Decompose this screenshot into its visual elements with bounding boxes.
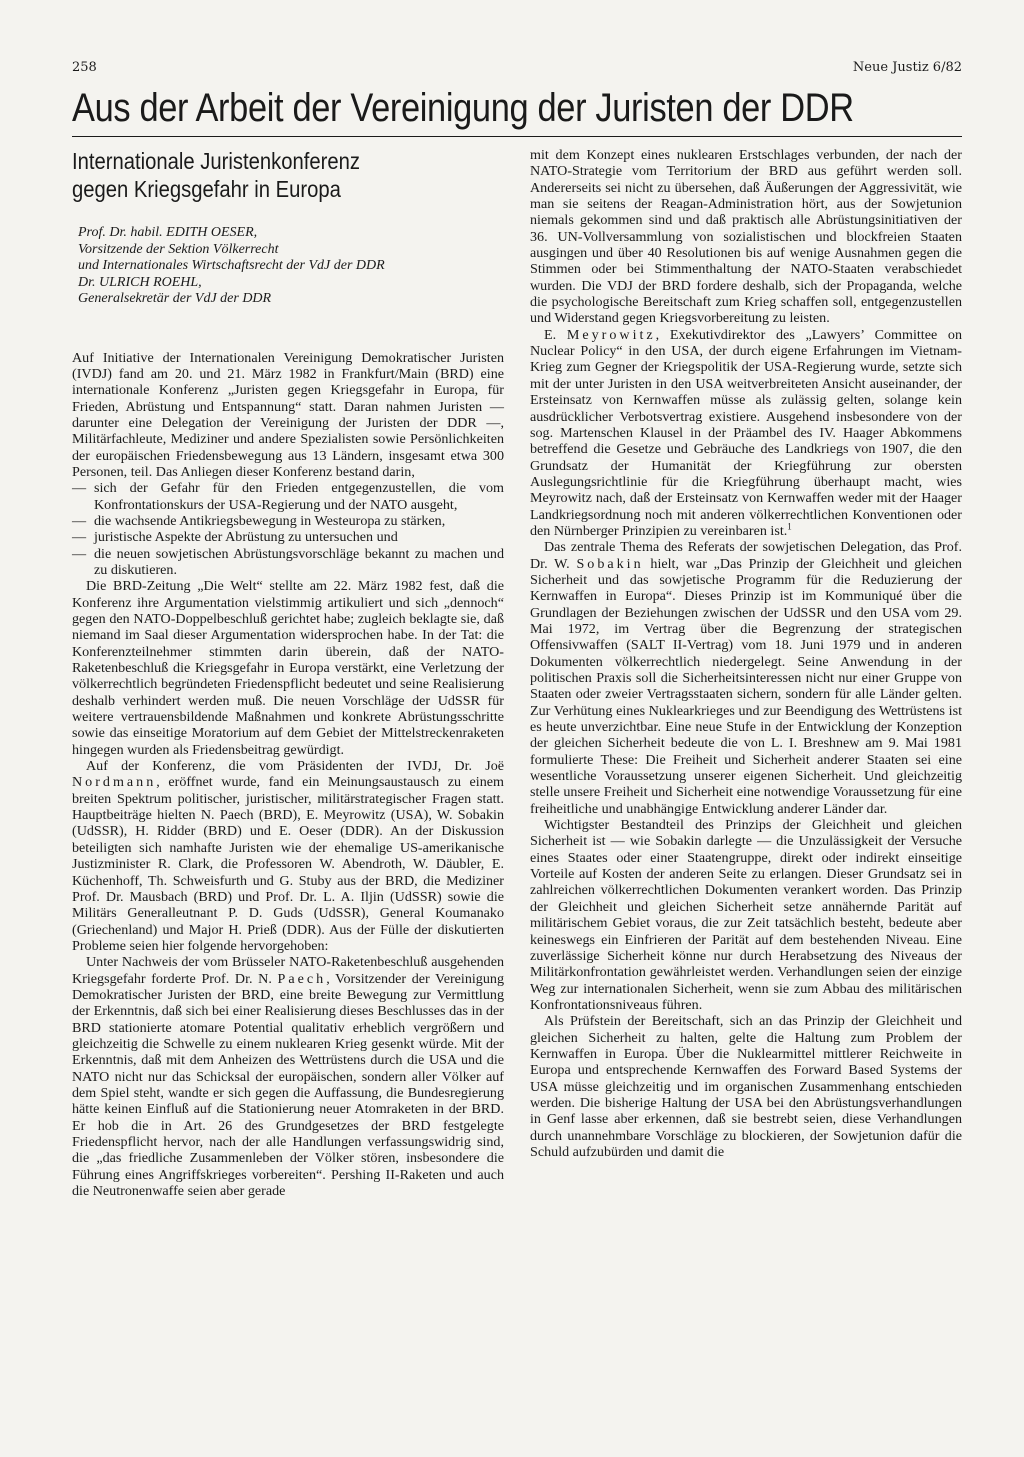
author-line: Vorsitzende der Sektion Völkerrecht (78, 241, 279, 257)
author-line: und Internationales Wirtschaftsrecht der VdJ der DDR (78, 258, 385, 273)
author-line: Dr. ULRICH ROEHL, (78, 274, 202, 290)
aims-list (72, 480, 504, 578)
author-line: Generalsekretär der VdJ der DDR (78, 291, 272, 306)
text-run: , eröffnet wurde, fand ein Meinungsaustausch zu einem breiten Spektrum politischer, juristischer, militärstrategischer Fragen statt. Hauptbeiträge hielten N. Paech (BRD), E. Meyrowitz (USA), W. Sobakin (UdSSR), H. Ridder (BRD) und E. Oeser (DDR). An der Diskussion beteiligten sich namhafte Juristen wie der ehemalige US-amerikanische Justizminister R. Clark, die Professoren W. Abendroth, W. Däubler, E. Küchenhoff, Th. Schweisfurth und G. Stuby aus der BRD, die Mediziner Prof. Dr. Mausbach (BRD) und Prof. Dr. L. A. Iljin (UdSSR) sowie die Militärs Generalleutnant P. D. Guds (UdSSR), General Koumanako (Griechenland) und Major H. Prieß (DDR). Aus der Fülle der diskutierten Probleme seien hier folgende hervorgehoben: (72, 774, 504, 954)
list-item: — die wachsende Antikriegsbewegung in Westeuropa zu stärken, (72, 513, 504, 529)
list-item: — juristische Aspekte der Abrüstung zu untersuchen und (72, 529, 504, 545)
text-run: Auf der Konferenz, die vom Präsidenten der IVDJ, Dr. Joë (86, 758, 504, 775)
list-item: — sich der Gefahr für den Frieden entgegenzustellen, die vom Konfrontationskurs der USA-Regierung und der NATO ausgeht, (72, 480, 504, 513)
running-head (72, 60, 962, 78)
author-line: Prof. Dr. habil. EDITH OESER, (78, 225, 258, 240)
paragraph (530, 327, 962, 539)
spaced-name: Meyrowitz (566, 326, 656, 343)
journal-page (72, 60, 962, 1445)
paragraph: Wichtigster Bestandteil des Prinzips der Gleichheit und gleichen Sicherheit ist — wie Sobakin darlegte — die Unzulässigkeit der Versuche eines Staates oder einer Staatengruppe, direkt oder indirekt einseitige Vorteile auf Kosten der anderen Seite zu erlangen. Dieser Grundsatz sei in zahlreichen völkerrechtlichen Dokumenten verankert worden. Das Prinzip der Gleichheit und gleichen Sicherheit setze annähernde Parität auf militärischem Gebiet voraus, die zur Zeit tatsächlich besteht, bedeute aber keineswegs ein Einfrieren der Parität auf dem bestehenden Niveau. Eine zuverlässige Sicherheit könne nur durch Herabsetzung des Niveaus der Militärkonfrontation gewährleistet werden. Verhandlungen seien der einzige Weg zur internationalen Sicherheit, wenn sie zum Abbau des militärischen Konfrontationsniveaus führen. (530, 817, 962, 1013)
paragraph: Als Prüfstein der Bereitschaft, sich an das Prinzip der Gleichheit und gleichen Sicherheit zu halten, gelte die Haltung zum Problem der Kernwaffen in Europa. Über die Nuklearmittel mittlerer Reichweite in Europa und entsprechende Kernwaffen des Forward Based Systems der USA müsse gleichzeitig und im organischen Zusammenhang entschieden werden. Die bisherige Haltung der USA bei den Abrüstungsverhandlungen in Genf lasse aber erkennen, daß sie bestrebt seien, diese Verhandlungen durch unannehmbare Vorschläge zu blockieren, der Sowjetunion dafür die Schuld aufzubürden und damit die (530, 1013, 962, 1160)
journal-issue: Neue Justiz 6/82 (852, 60, 962, 75)
text-run: , Exekutivdirektor des „Lawyers’ Committee on Nuclear Policy“ in den USA, der durch eigene Erfahrungen im Vietnam-Krieg zum Gegner der Kriegspolitik der USA-Regierung wurde, setzte sich mit der unter Juristen in den USA weitverbreiteten Ansicht auseinander, der Ersteinsatz von Kernwaffen müsse als zulässig gelten, solange kein ausdrücklicher Verbotsvertrag existiere. Ausgehend insbesondere von der sog. Martenschen Klausel in der Präambel des IV. Haager Abkommens betreffend die Gesetze und Gebräuche des Landkriegs von 1907, die den Grundsatz der Humanität der Kriegführung zur obersten Auslegungsrichtlinie für die Kriegführung überhaupt macht, wies Meyrowitz nach, daß der Ersteinsatz von Kernwaffen weder mit der Haager Landkriegsordnung noch mit anderen völkerrechtlichen Konventionen oder den Nürnberger Prinzipien zu vereinbaren ist. (530, 326, 962, 539)
title-rule (72, 136, 962, 137)
article-title-line1: Internationale Juristenkonferenz (72, 148, 361, 174)
text-run: hielt, war „Das Prinzip der Gleichheit und gleichen Sicherheit und das sowjetische Programm für die Reduzierung der Kernwaffen in Europa“. Dieses Prinzip ist im Kommuniqué über die Grundlagen der Beziehungen zwischen der UdSSR und den USA vom 29. Mai 1972, im Vertrag über die Begrenzung der strategischen Offensivwaffen (SALT II-Vertrag) vom 18. Juni 1979 und in anderen Dokumenten völkerrechtlich niedergelegt. Seine Anwendung in der politischen Praxis soll die Sicherheitsinteressen nicht nur einer Gruppe von Staaten oder zweier Vertragsstaaten sichern, sondern für alle Länder gelten. Zur Verhütung eines Nuklearkrieges und zur Beendigung des Wettrüstens ist es heute unverzichtbar. Eine neue Stufe in der Entwicklung der Konzeption der gleichen Sicherheit bedeute die von L. I. Breshnew am 9. Mai 1981 formulierte These: Die Freiheit und Sicherheit anderer Staaten sei eine wesentliche Voraussetzung unserer eigenen Sicherheit. Und gleichzeitig stelle unsere Freiheit und Sicherheit eine notwendige Voraussetzung für eine freiheitliche und unabhängige Entwicklung anderer Länder dar. (530, 555, 962, 817)
text-run: Unter Nachweis der vom Brüsseler NATO-Raketenbeschluß ausgehenden Kriegsgefahr forderte Prof. Dr. N. (72, 954, 504, 987)
author-block (78, 225, 504, 308)
page-number: 258 (72, 60, 97, 75)
spaced-name: Sobakin (576, 555, 644, 572)
footnote-ref[interactable]: 1 (787, 521, 792, 532)
paragraph (72, 758, 504, 954)
spaced-name: Paech (277, 970, 327, 987)
list-item: — die neuen sowjetischen Abrüstungsvorschläge bekannt zu machen und zu diskutieren. (72, 546, 504, 579)
left-column (72, 147, 504, 1199)
article-columns (72, 147, 962, 1199)
paragraph: Auf Initiative der Internationalen Vereinigung Demokratischer Juristen (IVDJ) fand am 20. und 21. März 1982 in Frankfurt/Main (BRD) eine internationale Konferenz „Juristen gegen Kriegsgefahr in Europa, für Frieden, Abrüstung und Entspannung“ statt. Daran nahmen Juristen — darunter eine Delegation der Vereinigung der Juristen der DDR —, Militärfachleute, Mediziner und andere Spezialisten sowie Persönlichkeiten der europäischen Friedensbewegung aus 13 Ländern, insgesamt etwa 300 Personen, teil. Das Anliegen dieser Konferenz bestand darin, (72, 349, 504, 480)
right-column (530, 147, 962, 1199)
article-title-line2: gegen Kriegsgefahr in Europa (72, 176, 341, 202)
spaced-name: Nordmann (72, 774, 157, 791)
text-run: E. (544, 326, 567, 343)
section-title: Aus der Arbeit der Vereinigung der Juristen der DDR (72, 86, 854, 130)
paragraph: mit dem Konzept eines nuklearen Erstschlages verbunden, der nach der NATO-Strategie vom Territorium der BRD aus geführt werden soll. Andererseits sei nicht zu übersehen, daß Äußerungen der Aggressivität, wie man sie seitens der Reagan-Administration hört, aus der Sowjetunion niemals gekommen sind und daß praktisch alle Abrüstungsinitiativen der 36. UN-Vollversammlung von sozialistischen und blockfreien Staaten ausgingen und über 40 Resolutionen bis auf wenige Ausnahmen gegen die Stimmen oder bei Stimmenthaltung der NATO-Staaten verabschiedet wurden. Die VDJ der BRD fordere deshalb, sich der Propaganda, welche die psychologische Bereitschaft zum Krieg schaffen soll, entgegenzustellen und Widerstand gegen Kriegsvorbereitung zu leisten. (530, 147, 962, 327)
paragraph: Die BRD-Zeitung „Die Welt“ stellte am 22. März 1982 fest, daß die Konferenz ihre Argumentation vielstimmig artikuliert und sich „dennoch“ gegen den NATO-Doppelbeschluß gerichtet habe; zugleich beklagte sie, daß niemand im Saal dieser Argumentation widersprochen habe. In der Tat: die Konferenzteilnehmer stimmten darin überein, daß der NATO-Raketenbeschluß die Kriegsgefahr in Europa verstärkt, eine Verletzung der völkerrechtlich begründeten Friedenspflicht bedeutet und seine Realisierung deshalb verhindert werden muß. Die neuen Vorschläge der UdSSR für weitere vertrauensbildende Maßnahmen und konkrete Abrüstungsschritte sowie das einseitige Moratorium auf dem Gebiet der Mittelstreckenraketen hingegen wurden als Friedensbeitrag gewürdigt. (72, 578, 504, 758)
paragraph (72, 954, 504, 1199)
text-run: Das zentrale Thema des Referats der sowjetischen Delegation, das Prof. Dr. W. (530, 539, 962, 572)
text-run: , Vorsitzender der Vereinigung Demokratischer Juristen der BRD, eine breite Bewegung zur Vermittlung der Erkenntnis, daß sich bei einer Realisierung dieses Beschlusses das in der BRD stationierte atomare Potential qualitativ erheblich vergrößern und gleichzeitig die Schwelle zu einem nuklearen Krieg gesenkt würde. Mit der Erkenntnis, daß mit dem Anheizen des Wettrüstens durch die USA und die NATO nicht nur das Schicksal der europäischen, sondern aller Völker auf dem Spiel steht, wandte er sich gegen die Auffassung, die Bundesregierung hätte keinen Einfluß auf die Stationierung neuer Atomraketen in der BRD. Er hob die in Art. 26 des Grundgesetzes der BRD festgelegte Friedenspflicht hervor, nach der alle Handlungen verfassungswidrig sind, die „das friedliche Zusammenleben der Völker stören, insbesondere die Führung eines Angriffskrieges vorbereiten“. Pershing II-Raketen und auch die Neutronenwaffe seien aber gerade (72, 970, 504, 1200)
paragraph (530, 539, 962, 817)
article-title (72, 147, 452, 203)
